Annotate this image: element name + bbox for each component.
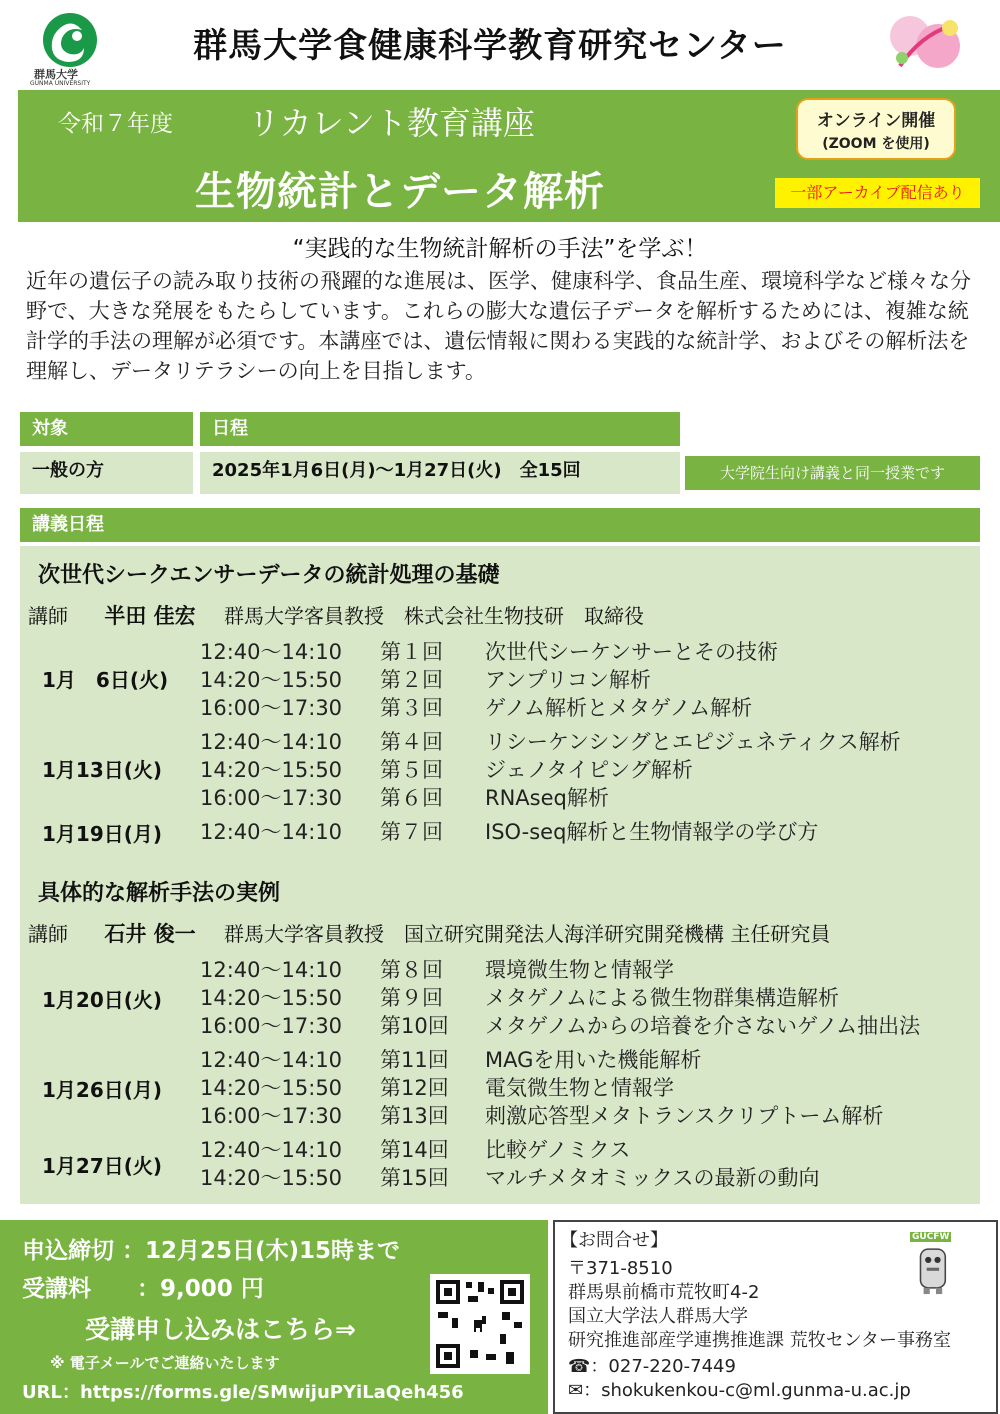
- mascot-label: GUCFW: [912, 1232, 950, 1242]
- lecturer-name-1: 半田 佳宏: [104, 604, 196, 628]
- fiscal-year: 令和７年度: [58, 111, 173, 137]
- section-title-1: 次世代シークエンサーデータの統計処理の基礎: [38, 563, 500, 588]
- course-title: 生物統計とデータ解析: [195, 169, 605, 215]
- organization: 国立大学法人群馬大学: [568, 1306, 748, 1327]
- graduate-note: 大学院生向け講義と同一授業です: [685, 456, 980, 490]
- email-line: [568, 1376, 911, 1402]
- online-badge-line1: オンライン開催: [816, 111, 936, 131]
- lecture-row: 14:20～15:50 第２回 アンプリコン解析: [200, 668, 651, 692]
- deadline: 申込締切 ：12月25日(木)15時まで: [22, 1238, 401, 1264]
- archive-note: 一部アーカイブ配信あり: [775, 178, 980, 208]
- lecture-row: 16:00～17:30 第３回 ゲノム解析とメタゲノム解析: [200, 696, 753, 720]
- lecture-row: 12:40～14:10 第11回 MAGを用いた機能解析: [200, 1048, 702, 1072]
- office: 研究推進部産学連携推進課 荒牧センター事務室: [568, 1330, 951, 1351]
- logo-text: 群馬大学: [34, 68, 78, 81]
- schedule-label: 日程: [200, 412, 680, 446]
- catch-phrase: “実践的な生物統計解析の手法”を学ぶ！: [292, 236, 708, 262]
- phone-line: [568, 1352, 736, 1378]
- online-badge-line2: (ZOOM を使用): [822, 136, 930, 152]
- email-address[interactable]: ：shokukenkou-c@ml.gunma-u.ac.jp: [583, 1380, 911, 1401]
- lecture-row: 14:20～15:50 第５回 ジェノタイピング解析: [200, 758, 693, 782]
- lecture-row: 12:40～14:10 第７回 ISO-seq解析と生物情報学の学び方: [200, 820, 819, 844]
- lecturer-line-2: [28, 918, 830, 948]
- intro-paragraph: 近年の遺伝子の読み取り技術の飛躍的な進展は、医学、健康科学、食品生産、環境科学など様々な分野で、大きな発展をもたらしています。これらの膨大な遺伝子データを解析するためには、複雑な統計学的手法の理解が必須です。本講座では、遺伝情報に関わる実践的な統計学、およびその解析法を理解し、データリテラシーの向上を目指します。: [26, 269, 971, 383]
- lecture-row: 14:20～15:50 第15回 マルチメタオミックスの最新の動向: [200, 1166, 820, 1190]
- lecture-date: 1月26日(月): [42, 1078, 163, 1102]
- lecture-row: 14:20～15:50 第９回 メタゲノムによる微生物群集構造解析: [200, 986, 840, 1010]
- schedule-heading: 講義日程: [20, 508, 980, 542]
- target-label: 対象: [20, 412, 193, 446]
- lecture-row: 16:00～17:30 第13回 刺激応答型メタトランスクリプトーム解析: [200, 1104, 884, 1128]
- lecture-date: 1月20日(火): [42, 988, 163, 1012]
- lecture-row: 12:40～14:10 第14回 比較ゲノミクス: [200, 1138, 631, 1162]
- email-note: ※ 電子メールでご連絡いたします: [50, 1354, 280, 1372]
- form-url-link[interactable]: URL：https://forms.gle/SMwijuPYiLaQeh456: [22, 1382, 464, 1403]
- lecture-row: 12:40～14:10 第８回 環境微生物と情報学: [200, 958, 674, 982]
- lecturer-label: 講師: [28, 922, 68, 946]
- online-badge: [796, 98, 956, 160]
- lecture-date: 1月 6日(火): [42, 668, 169, 692]
- lecturer-affiliation-1: 群馬大学客員教授 株式会社生物技研 取締役: [224, 604, 645, 628]
- lecture-date: 1月19日(月): [42, 822, 163, 846]
- phone-icon: ☎: [568, 1356, 591, 1377]
- schedule-value: 2025年1月6日(月)～1月27日(火) 全15回: [200, 452, 680, 494]
- mail-icon: ✉: [568, 1380, 584, 1401]
- lecture-row: 16:00～17:30 第６回 RNAseq解析: [200, 786, 609, 810]
- qr-code-icon[interactable]: [430, 1274, 530, 1374]
- lecture-row: 12:40～14:10 第１回 次世代シーケンサーとその技術: [200, 640, 778, 664]
- fee: 受講料 ：9,000 円: [22, 1276, 264, 1302]
- phone-number: ：027-220-7449: [590, 1356, 736, 1377]
- postal-code: 〒371-8510: [568, 1258, 673, 1279]
- lecturer-affiliation-2: 群馬大学客員教授 国立研究開発法人海洋研究開発機構 主任研究員: [224, 922, 831, 946]
- apply-link[interactable]: 受講申し込みはこちら⇒: [85, 1315, 356, 1344]
- section-title-2: 具体的な解析手法の実例: [38, 881, 281, 906]
- decorative-art-icon: [880, 6, 970, 86]
- lecturer-line-1: [28, 600, 644, 630]
- lecturer-name-2: 石井 俊一: [104, 922, 196, 946]
- lecture-date: 1月27日(火): [42, 1154, 163, 1178]
- lecture-date: 1月13日(火): [42, 758, 163, 782]
- mascot-icon: [905, 1246, 960, 1308]
- lecture-row: 12:40～14:10 第４回 リシーケンシングとエピジェネティクス解析: [200, 730, 901, 754]
- course-series: リカレント教育講座: [248, 104, 535, 142]
- lecture-row: 16:00～17:30 第10回 メタゲノムからの培養を介さないゲノム抽出法: [200, 1014, 921, 1038]
- lecture-row: 14:20～15:50 第12回 電気微生物と情報学: [200, 1076, 674, 1100]
- address: 群馬県前橋市荒牧町4-2: [568, 1282, 760, 1303]
- contact-title: 【お問合せ】: [560, 1230, 668, 1251]
- lecturer-label: 講師: [28, 604, 68, 628]
- target-value: 一般の方: [20, 452, 193, 494]
- center-name: 群馬大学食健康科学教育研究センター: [193, 26, 787, 66]
- logo-subtext: GUNMA UNIVERSITY: [30, 80, 91, 87]
